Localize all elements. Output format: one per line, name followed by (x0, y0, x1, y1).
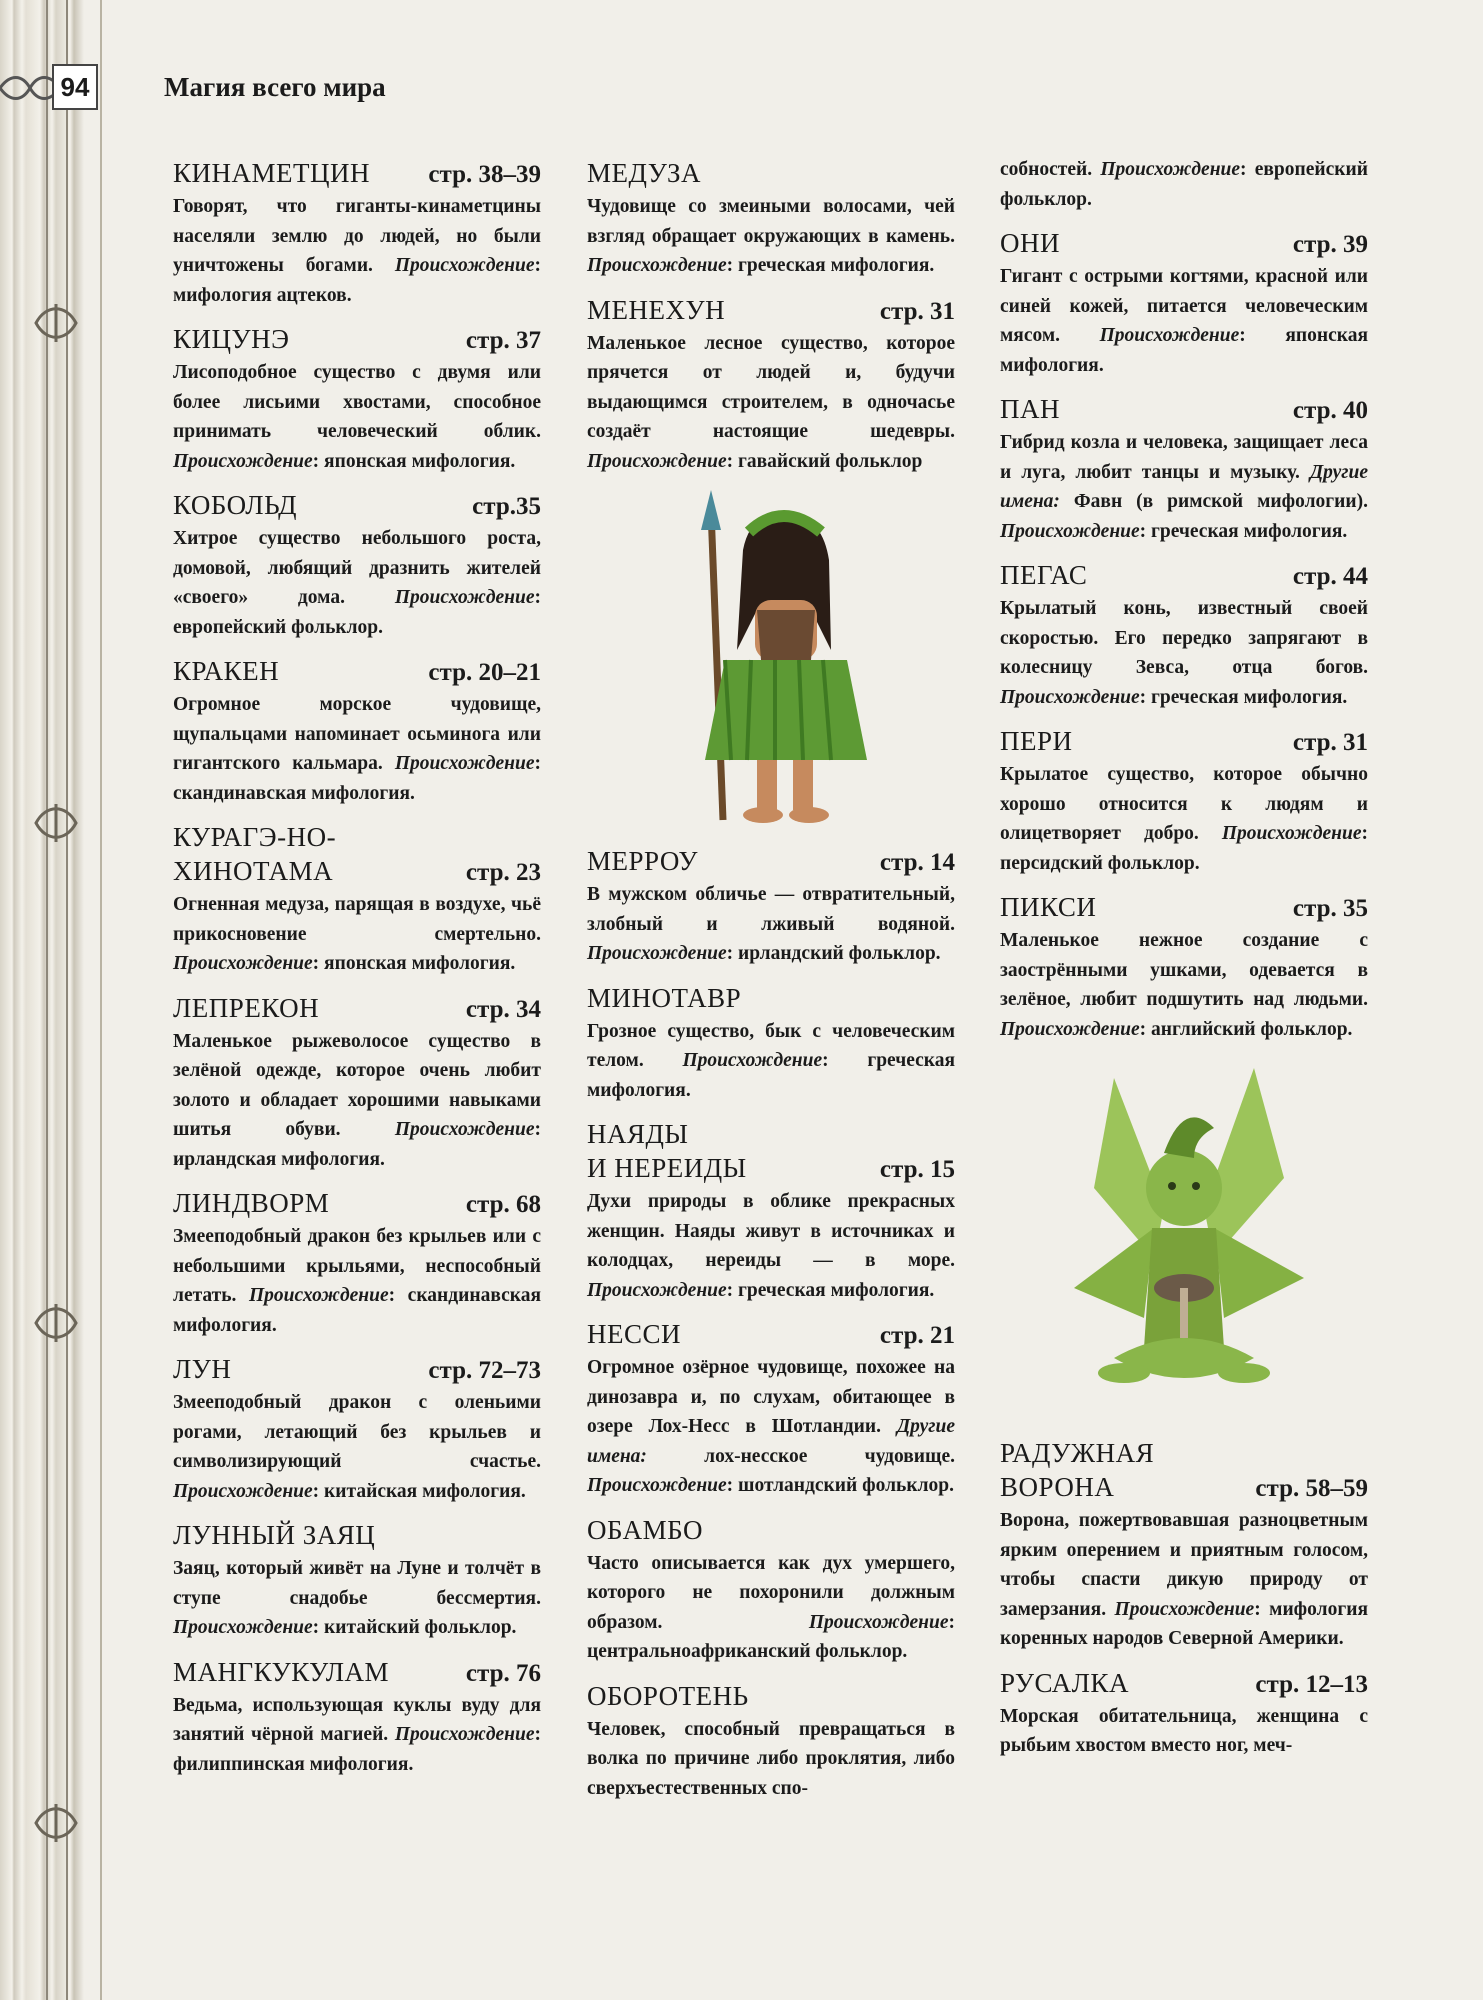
column-3 (1000, 155, 1368, 1775)
knot-ornament-icon (30, 1300, 82, 1346)
entry-page: стр. 40 (1292, 397, 1368, 424)
glossary-entry: КУРАГЭ-НО- ХИНОТАМА стр. 23 Огненная медуза, парящая в воздухе, чьё прикосновение смертельно. Происхождение: японская мифология. (173, 822, 541, 974)
entry-page: стр. 31 (879, 297, 955, 325)
glossary-entry: МИНОТАВР Грозное существо, бык с человеческим телом. Происхождение: греческая мифология. (587, 982, 955, 1101)
glossary-entry: РУСАЛКА стр. 12–13 Морская обитательница, женщина с рыбьим хвостом вместо ног, меч- (1000, 1667, 1368, 1756)
entry-page: стр. 68 (465, 1191, 541, 1218)
knot-ornament-icon (30, 1800, 82, 1846)
entry-name: ЛЕПРЕКОН (173, 992, 320, 1023)
glossary-entry: МЕРРОУ стр. 14 В мужском обличье — отвратительный, злобный и лживый водяной. Происхождение: ирландский фольклор. (587, 846, 955, 964)
column-2 (587, 158, 955, 1817)
entry-name: МЕДУЗА (587, 158, 702, 188)
glossary-entry: МЕНЕХУН стр. 31 Маленькое лесное существо, которое прячется от людей и, будучи выдающимся строителем, в одночасье создаёт настоящие шедевры. Происхождение: гавайский фольклор (587, 294, 955, 472)
entry-name: ОБАМБО (587, 1514, 703, 1545)
glossary-entry: КИНАМЕТЦИН стр. 38–39 Говорят, что гиганты-кинаметцины населяли землю до людей, но были уничтожены богами. Происхождение: мифология ацтеков. (173, 158, 541, 306)
entry-page: стр. 37 (465, 327, 541, 354)
entry-page: стр. 72–73 (428, 1357, 541, 1384)
entry-page: стр. 31 (1292, 729, 1368, 756)
entry-name: МЕНЕХУН (587, 294, 726, 325)
entry-page: стр. 38–39 (428, 161, 541, 188)
glossary-entry: КОБОЛЬД стр.35 Хитрое существо небольшого роста, домовой, любящий дразнить жителей «своего» дома. Происхождение: европейский фольклор. (173, 490, 541, 638)
glossary-entry: МЕДУЗА Чудовище со змеиными волосами, чей взгляд обращает окружающих в камень. Происхождение: греческая мифология. (587, 158, 955, 276)
entry-page: стр. 15 (879, 1156, 955, 1183)
knot-ornament-icon (30, 800, 82, 846)
glossary-entry: ОБОРОТЕНЬ Человек, способный превращаться в волка по причине либо проклятия, либо сверхъестественных спо- (587, 1680, 955, 1799)
entry-name: ПЕРИ (1000, 726, 1073, 756)
entry-page: стр. 76 (465, 1659, 541, 1687)
entry-name: ХИНОТАМА (173, 856, 334, 886)
entry-name-line1: НАЯДЫ (587, 1119, 689, 1149)
entry-page: стр. 20–21 (428, 659, 541, 686)
glossary-entry: ПИКСИ стр. 35 Маленькое нежное создание с заострёнными ушками, одевается в зелёное, любит подшутить над людьми. Происхождение: английский фольклор. (1000, 892, 1368, 1040)
entry-page: стр. 35 (1292, 895, 1368, 922)
entry-name: ОБОРОТЕНЬ (587, 1680, 749, 1711)
glossary-entry: КРАКЕН стр. 20–21 Огромное морское чудовище, щупальцами напоминает осьминога или гигантского кальмара. Происхождение: скандинавская мифология. (173, 656, 541, 804)
glossary-entry: ОБАМБО Часто описывается как дух умершего, которого не похоронили должным образом. Происхождение: центральноафриканский фольклор. (587, 1514, 955, 1662)
glossary-entry: ПАН стр. 40 Гибрид козла и человека, защищает леса и луга, любит танцы и музыку. Другие имена: Фавн (в римской мифологии). Происхождение: греческая мифология. (1000, 394, 1368, 542)
entry-page: стр.35 (472, 493, 541, 520)
header-knot-icon (0, 74, 60, 102)
entry-name: ЛИНДВОРМ (173, 1188, 330, 1218)
page-number: 94 (52, 64, 98, 110)
glossary-entry: ПЕРИ стр. 31 Крылатое существо, которое обычно хорошо относится к людям и олицетворяет добро. Происхождение: персидский фольклор. (1000, 726, 1369, 874)
glossary-entry: РАДУЖНАЯ ВОРОНА стр. 58–59 Ворона, пожертвовавшая разноцветным ярким оперением и приятным голосом, чтобы спасти дикую природу от замерзания. Происхождение: мифология коренных народов Северной Америки. (1000, 1438, 1368, 1649)
entry-page: стр. 23 (465, 859, 541, 886)
knot-ornament-icon (30, 300, 82, 346)
pixie-illustration (1054, 1058, 1314, 1428)
page-title: Магия всего мира (164, 72, 386, 102)
glossary-entry: ПЕГАС стр. 44 Крылатый конь, известный своей скоростью. Его передко запрягают в колесницу Зевса, отца богов. Происхождение: греческая мифология. (1000, 560, 1368, 708)
entry-name: И НЕРЕИДЫ (587, 1153, 747, 1183)
entry-name: ОНИ (1000, 228, 1060, 258)
glossary-entry: МАНГКУКУЛАМ стр. 76 Ведьма, использующая куклы вуду для занятий чёрной магией. Происхождение: филиппинская мифология. (173, 1656, 541, 1775)
entry-name-line1: РАДУЖНАЯ (1000, 1438, 1155, 1468)
glossary-entry: НЕССИ стр. 21 Огромное озёрное чудовище, похожее на динозавра и, по слухам, обитающее в озере Лох-Несс в Шотландии. Другие имена: лох-несское чудовище. Происхождение: шотландский фольклор. (587, 1319, 955, 1496)
entry-name: ПЕГАС (1000, 560, 1088, 590)
glossary-entry: ЛУН стр. 72–73 Змееподобный дракон с оленьими рогами, летающий без крыльев и символизирующий счастье. Происхождение: китайская мифология. (173, 1354, 541, 1502)
entry-name: ЛУННЫЙ ЗАЯЦ (173, 1520, 376, 1550)
entry-name: МЕРРОУ (587, 846, 698, 876)
entry-name: КИЦУНЭ (173, 324, 290, 354)
entry-page: стр. 14 (879, 849, 955, 876)
glossary-entry: НАЯДЫ И НЕРЕИДЫ стр. 15 Духи природы в облике прекрасных женщин. Наяды живут в источниках и колодцах, нереиды — в море. Происхождение: греческая мифология. (587, 1119, 955, 1301)
entry-name: ПАН (1000, 394, 1060, 424)
glossary-entry: ОНИ стр. 39 Гигант с острыми когтями, красной или синей кожей, питается человеческим мясом. Происхождение: японская мифология. (1000, 228, 1368, 376)
glossary-entry: ЛУННЫЙ ЗАЯЦ Заяц, который живёт на Луне и толчёт в ступе снадобье бессмертия. Происхождение: китайский фольклор. (173, 1520, 541, 1638)
entry-name: КИНАМЕТЦИН (173, 158, 370, 188)
decorative-border (0, 0, 102, 2000)
entry-name-line1: КУРАГЭ-НО- (173, 822, 337, 852)
entry-name: КРАКЕН (173, 656, 280, 686)
entry-name: МИНОТАВР (587, 982, 742, 1013)
entry-name: ВОРОНА (1000, 1472, 1115, 1502)
entry-page: стр. 39 (1292, 231, 1368, 258)
entry-name: ПИКСИ (1000, 892, 1097, 922)
entry-name: НЕССИ (587, 1319, 682, 1349)
entry-page: стр. 12–13 (1255, 1670, 1368, 1698)
entry-page: стр. 34 (465, 995, 541, 1023)
column-1 (173, 158, 541, 1793)
glossary-entry: ЛЕПРЕКОН стр. 34 Маленькое рыжеволосое существо в зелёной одежде, которое очень любит золото и обладает хорошими навыками шитья обуви. Происхождение: ирландская мифология. (173, 992, 541, 1170)
entry-name: КОБОЛЬД (173, 490, 298, 520)
entry-page: стр. 44 (1292, 563, 1368, 590)
entry-name: МАНГКУКУЛАМ (173, 1656, 390, 1687)
glossary-entry: КИЦУНЭ стр. 37 Лисоподобное существо с двумя или более лисьими хвостами, способное принимать человеческий облик. Происхождение: японская мифология. (173, 324, 541, 472)
menehune-illustration (671, 490, 871, 840)
entry-name: ЛУН (173, 1354, 232, 1384)
glossary-entry: ЛИНДВОРМ стр. 68 Змееподобный дракон без крыльев или с небольшими крыльями, неспособный летать. Происхождение: скандинавская мифология. (173, 1188, 541, 1336)
entry-name: РУСАЛКА (1000, 1667, 1129, 1698)
glossary-entry-continued: собностей. Происхождение: европейский фольклор. (1000, 159, 1369, 210)
entry-page: стр. 58–59 (1255, 1475, 1368, 1502)
entry-page: стр. 21 (879, 1322, 955, 1349)
